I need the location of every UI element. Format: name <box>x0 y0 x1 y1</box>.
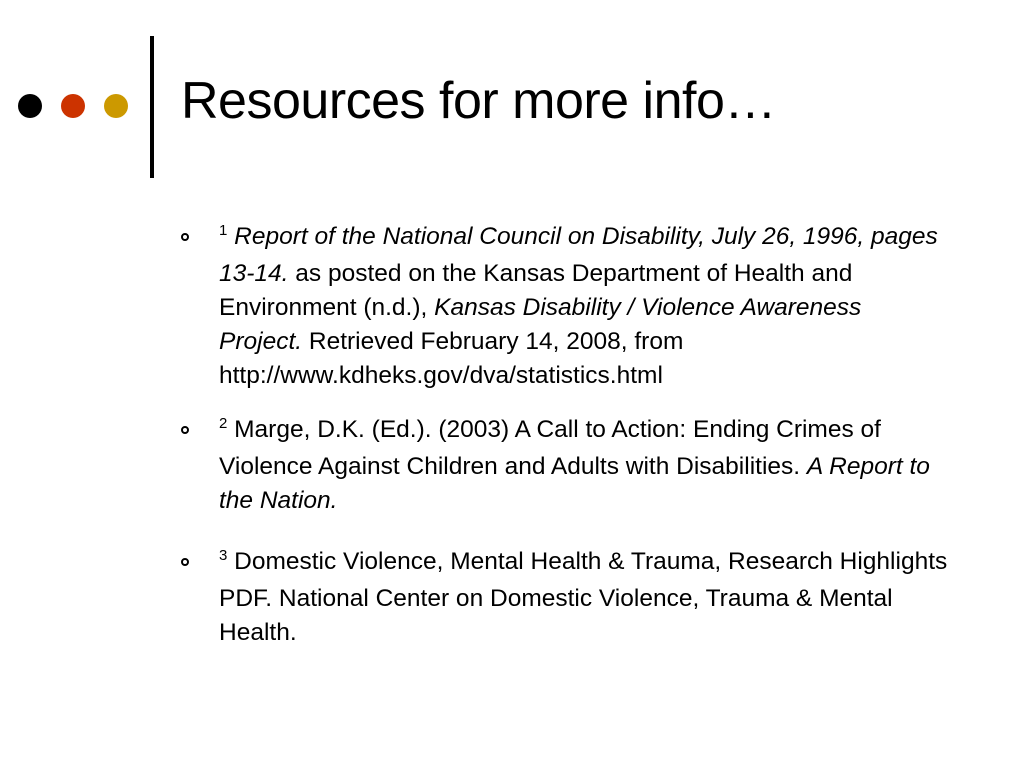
bullet-circle-icon <box>181 233 189 241</box>
decorative-dot-red <box>61 94 85 118</box>
decorative-dot-black <box>18 94 42 118</box>
reference-text: Marge, D.K. (Ed.). (2003) A Call to Action: Ending Crimes of Violence Against Children and Adults with Disabilities. <box>219 416 881 480</box>
reference-list <box>180 220 950 650</box>
list-item <box>180 220 950 393</box>
bullet-circle-icon <box>181 426 189 434</box>
reference-text: Retrieved February 14, 2008, from http://www.kdheks.gov/dva/statistics.html <box>219 328 684 389</box>
reference-title-italic: A Report to the Nation. <box>219 453 930 514</box>
list-item <box>180 545 950 650</box>
title-divider-line <box>150 36 154 178</box>
reference-title-italic: Kansas Disability / Violence Awareness Project. <box>219 294 862 355</box>
decorative-dot-gold <box>104 94 128 118</box>
reference-text: as posted on the Kansas Department of Health and Environment (n.d.), <box>219 260 853 321</box>
list-item <box>180 413 950 518</box>
footnote-number: 2 <box>219 415 228 432</box>
reference-title-italic: Report of the National Council on Disability, July 26, 1996, pages 13-14. <box>219 223 938 287</box>
footnote-number: 1 <box>219 222 228 239</box>
footnote-number: 3 <box>219 547 228 564</box>
bullet-circle-icon <box>181 558 189 566</box>
reference-text: Domestic Violence, Mental Health & Trauma, Research Highlights PDF. National Center on Domestic Violence, Trauma & Mental Health. <box>219 548 948 646</box>
slide-title: Resources for more info… <box>181 72 776 130</box>
